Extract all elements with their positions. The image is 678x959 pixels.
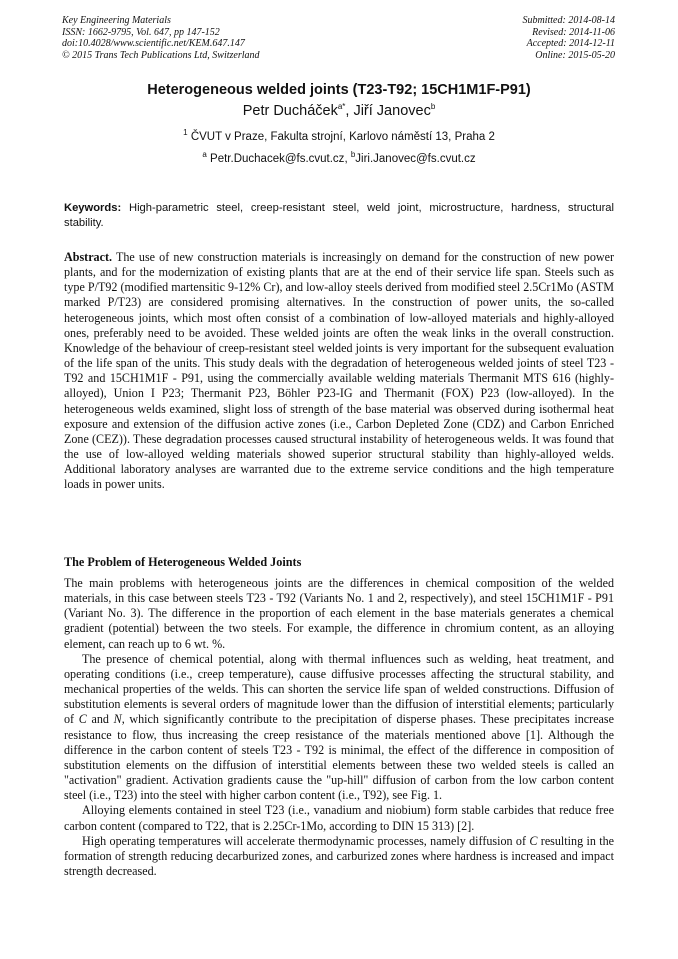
- text-run: High operating temperatures will accelerate thermodynamic processes, namely diffusion of: [82, 833, 530, 848]
- date-accepted: Accepted: 2014-12-11: [526, 38, 615, 49]
- author-superscript: b: [430, 102, 436, 112]
- element-symbol: C: [78, 712, 87, 727]
- abstract-text: The use of new construction materials is increasingly on demand for the construction of new power plants, and for the modernization of existing plants that are at the end of their service life span. Steels such as type P/T92 (modified martensitic 9-12% Cr), and low-alloy steels derived from modified steel 2.5Cr1Mo (ASTM marked P/T23) are considered promising alternatives. In the construction of power units, the so-called heterogeneous joints, which most often consist of a combination of low-alloyed materials and highly-alloyed ones, preferably need to be avoided. These welded joints are often the weak links in the overall construction. Knowledge of the behaviour of creep-resistant steel welded joints is very important for the subsequent evaluation of the life span of the units. This study deals with the degradation of heterogeneous welded joints of steel T23 - T92 and 15CH1M1F - P91, using the commercially available welding materials Thermanit MTS 616 (highly-alloyed), Union I P23; Thermanit P23, Böhler P23-IG and Thermanit (FOX) P23 (low-alloyed). In the heterogeneous welds examined, slight loss of strength of the base material was observed during isothermal heat exposure and extension of the diffusion active zones (i.e., Carbon Depleted Zone (CDZ) and Carbon Enriched Zone (CEZ)). These degradation processes caused structural instability of heterogeneous welds. It was found that the use of low-alloyed welding materials showed superior structural stability than highly-alloyed welds. Additional laboratory analyses are warranted due to the extreme service conditions and the high temperature loads in power units.: [64, 250, 614, 492]
- author-list: [0, 103, 678, 119]
- date-revised: Revised: 2014-11-06: [532, 26, 615, 38]
- author-separator: ,: [345, 103, 354, 119]
- body-paragraph: The main problems with heterogeneous joints are the differences in chemical composition of the welded materials, in this case between steels T23 - T92 (Variants No. 1 and 2, respectively), and steel 15CH1M1F - P91 (Variant No. 3). The difference in the proportion of each element in the base materials generates a chemical gradient (potential) between the two steels. For example, the difference in chromium content, as an alloying element, can reach up to 6 wt. %.: [64, 576, 614, 651]
- author-name: Jiří Janovec: [353, 103, 431, 119]
- section-heading: The Problem of Heterogeneous Welded Joints: [64, 555, 302, 569]
- body-paragraph: [64, 652, 614, 804]
- journal-name: Key Engineering Materials: [62, 15, 171, 26]
- paper-title: Heterogeneous welded joints (T23-T92; 15CH1M1F-P91): [147, 82, 531, 98]
- keywords-section: [64, 201, 614, 231]
- email-list: [0, 150, 678, 165]
- email-link[interactable]: Petr.Duchacek@fs.cvut.cz: [210, 153, 345, 165]
- keywords-label: Keywords:: [64, 202, 122, 214]
- journal-copyright: © 2015 Trans Tech Publications Ltd, Switzerland: [62, 49, 260, 61]
- submission-dates: [375, 15, 615, 61]
- affiliation-superscript: 1: [183, 128, 188, 138]
- author-name: Petr Ducháček: [242, 103, 338, 119]
- email-link[interactable]: Jiri.Janovec@fs.cvut.cz: [355, 153, 476, 165]
- text-run: The presence of chemical potential, along with thermal influences such as welding, heat treatment, and operating conditions (i.e., creep temperature), cause diffusive processes affecting the structural stability, and mechanical properties of the welds. This can shorten the service life span of welded constructions. Diffusion of substitution elements is several orders of magnitude lower than the diffusion of interstitial elements; particularly of: [64, 651, 614, 727]
- element-symbol: C: [529, 833, 538, 848]
- body-paragraph: [64, 834, 614, 879]
- email-superscript: b: [350, 150, 356, 160]
- journal-issn: ISSN: 1662-9795, Vol. 647, pp 147-152: [62, 26, 220, 38]
- element-symbol: N: [113, 712, 122, 727]
- email-superscript: a: [202, 150, 207, 160]
- section-body: [64, 576, 614, 879]
- date-submitted: Submitted: 2014-08-14: [522, 15, 615, 26]
- text-run: , which significantly contribute to the precipitation of disperse phases. These precipitates increase resistance to flow, thus increasing the creep resistance of the materials mentioned above [1]. Although the difference in the carbon content of steels T23 - T92 is minimal, the effect of the difference in composition of substitution elements on the diffusion of interstitial elements between these two welded steels is called an "activation" gradient. Activation gradients cause the "up-hill" diffusion of carbon from the low carbon content steel (i.e., T23) into the steel with higher carbon content (i.e., T92), see Fig. 1.: [64, 712, 615, 803]
- abstract-section: [64, 250, 614, 493]
- author-superscript: a*: [337, 102, 346, 112]
- journal-doi: doi:10.4028/www.scientific.net/KEM.647.147: [62, 38, 245, 49]
- journal-info: [62, 15, 362, 61]
- abstract-label: Abstract.: [64, 250, 113, 264]
- text-run: resulting in the formation of strength reducing decarburized zones, and carburized zones where hardness is increased and impact strength decreased.: [64, 833, 614, 878]
- text-run: and: [86, 712, 114, 727]
- keywords-text: High-parametric steel, creep-resistant steel, weld joint, microstructure, hardness, structural stability.: [64, 202, 615, 229]
- body-paragraph: Alloying elements contained in steel T23 (i.e., vanadium and niobium) form stable carbides that reduce free carbon content (compared to T22, that is 2.25Cr-1Mo, according to DIN 15 313) [2].: [64, 803, 614, 833]
- affiliation: [0, 128, 678, 143]
- email-separator: ,: [344, 153, 351, 165]
- date-online: Online: 2015-05-20: [535, 49, 615, 61]
- affiliation-text: ČVUT v Praze, Fakulta strojní, Karlovo náměstí 13, Praha 2: [190, 131, 495, 143]
